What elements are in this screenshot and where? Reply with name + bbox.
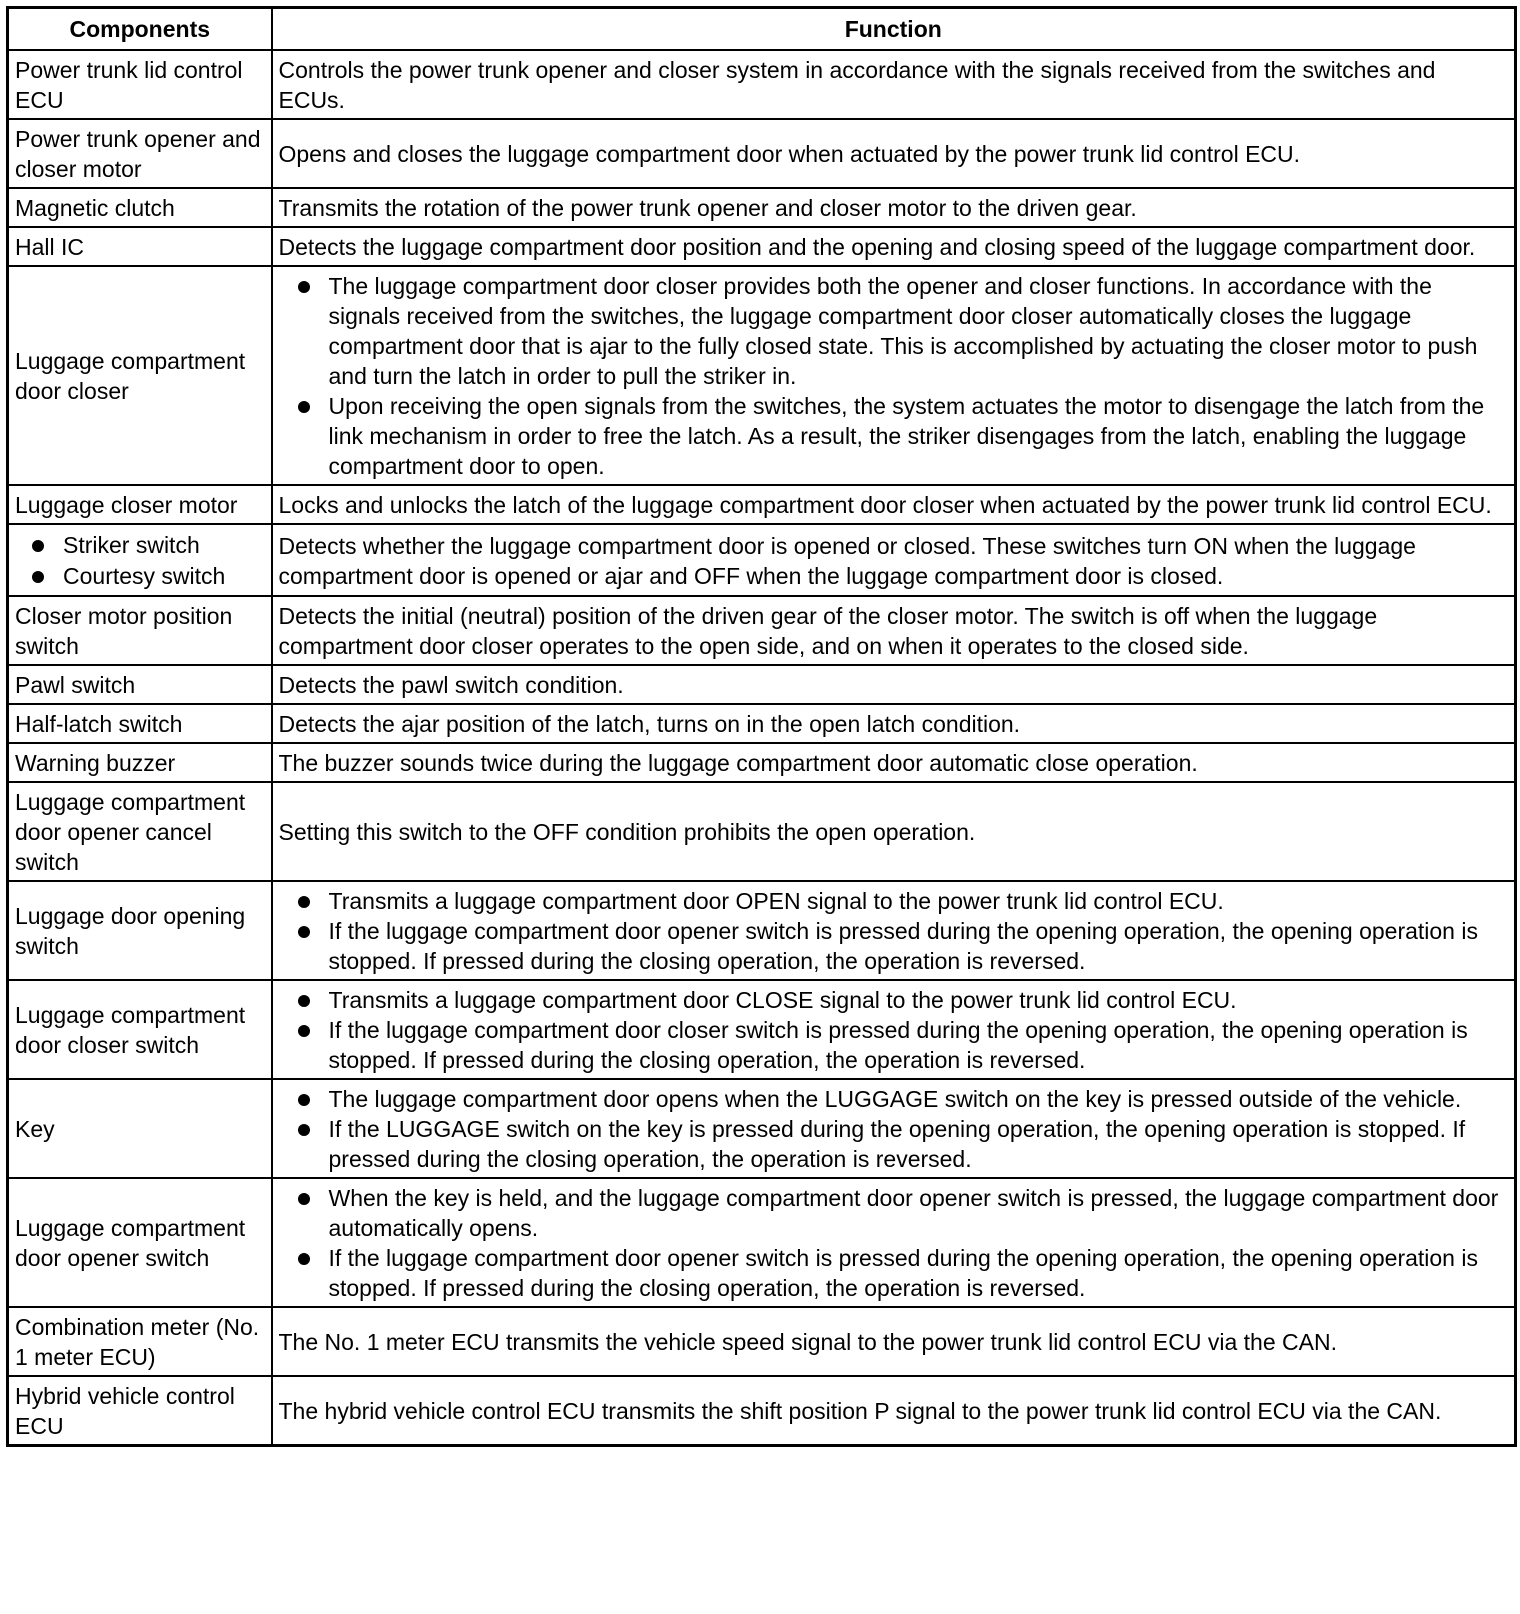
table-row [8, 743, 1516, 782]
function-header: Function [272, 8, 1516, 51]
function-bullet-list [279, 271, 1509, 481]
component-cell: Luggage compartment door opener cancel switch [8, 782, 272, 881]
table-row [8, 1079, 1516, 1178]
component-cell: Luggage compartment door opener switch [8, 1178, 272, 1307]
component-cell: Luggage closer motor [8, 485, 272, 524]
bullet-item: If the luggage compartment door opener switch is pressed during the opening operation, the opening operation is stopped. If pressed during the closing operation, the operation is reversed. [329, 1243, 1509, 1303]
component-cell: Luggage door opening switch [8, 881, 272, 980]
component-cell: Power trunk opener and closer motor [8, 119, 272, 188]
function-bullet-list [279, 985, 1509, 1075]
bullet-item: Transmits a luggage compartment door CLOSE signal to the power trunk lid control ECU. [329, 985, 1509, 1015]
table-row [8, 665, 1516, 704]
component-cell: Power trunk lid control ECU [8, 50, 272, 119]
bullet-item: If the LUGGAGE switch on the key is pressed during the opening operation, the opening operation is stopped. If pressed during the closing operation, the operation is reversed. [329, 1114, 1509, 1174]
table-row [8, 1376, 1516, 1446]
function-bullet-list [279, 1084, 1509, 1174]
component-cell: Closer motor position switch [8, 596, 272, 665]
table-row [8, 119, 1516, 188]
component-cell: Warning buzzer [8, 743, 272, 782]
bullet-item: If the luggage compartment door closer switch is pressed during the opening operation, the opening operation is stopped. If pressed during the closing operation, the operation is reversed. [329, 1015, 1509, 1075]
function-cell [272, 881, 1516, 980]
function-cell: The No. 1 meter ECU transmits the vehicle speed signal to the power trunk lid control ECU via the CAN. [272, 1307, 1516, 1376]
table-row [8, 596, 1516, 665]
function-cell [272, 266, 1516, 485]
function-cell: Controls the power trunk opener and closer system in accordance with the signals received from the switches and ECUs. [272, 50, 1516, 119]
function-bullet-list [279, 1183, 1509, 1303]
table-row [8, 227, 1516, 266]
function-cell: Opens and closes the luggage compartment door when actuated by the power trunk lid control ECU. [272, 119, 1516, 188]
table-row [8, 980, 1516, 1079]
table-row [8, 782, 1516, 881]
header-row [8, 8, 1516, 51]
component-cell: Pawl switch [8, 665, 272, 704]
table-row [8, 881, 1516, 980]
component-cell: Combination meter (No. 1 meter ECU) [8, 1307, 272, 1376]
table-row [8, 266, 1516, 485]
components-table [6, 6, 1517, 1447]
component-cell: Half-latch switch [8, 704, 272, 743]
function-cell: Detects the luggage compartment door position and the opening and closing speed of the luggage compartment door. [272, 227, 1516, 266]
bullet-item: When the key is held, and the luggage compartment door opener switch is pressed, the luggage compartment door automatically opens. [329, 1183, 1509, 1243]
function-cell [272, 1178, 1516, 1307]
component-bullet-list [15, 530, 265, 591]
function-cell: The hybrid vehicle control ECU transmits the shift position P signal to the power trunk lid control ECU via the CAN. [272, 1376, 1516, 1446]
function-cell: The buzzer sounds twice during the luggage compartment door automatic close operation. [272, 743, 1516, 782]
component-cell: Key [8, 1079, 272, 1178]
component-cell [8, 524, 272, 596]
component-cell: Luggage compartment door closer [8, 266, 272, 485]
function-cell: Transmits the rotation of the power trunk opener and closer motor to the driven gear. [272, 188, 1516, 227]
function-cell: Setting this switch to the OFF condition prohibits the open operation. [272, 782, 1516, 881]
function-bullet-list [279, 886, 1509, 976]
function-cell: Locks and unlocks the latch of the luggage compartment door closer when actuated by the power trunk lid control ECU. [272, 485, 1516, 524]
bullet-item: If the luggage compartment door opener switch is pressed during the opening operation, the opening operation is stopped. If pressed during the closing operation, the operation is reversed. [329, 916, 1509, 976]
function-cell: Detects the initial (neutral) position of the driven gear of the closer motor. The switch is off when the luggage compartment door closer operates to the open side, and on when it operates to the closed side. [272, 596, 1516, 665]
table-row [8, 524, 1516, 596]
component-cell: Hybrid vehicle control ECU [8, 1376, 272, 1446]
component-cell: Hall IC [8, 227, 272, 266]
bullet-item: Courtesy switch [63, 561, 265, 591]
function-cell: Detects the ajar position of the latch, turns on in the open latch condition. [272, 704, 1516, 743]
function-cell [272, 980, 1516, 1079]
bullet-item: The luggage compartment door closer provides both the opener and closer functions. In accordance with the signals received from the switches, the luggage compartment door closer automatically closes the luggage compartment door that is ajar to the fully closed state. This is accomplished by actuating the closer motor to push and turn the latch in order to pull the striker in. [329, 271, 1509, 391]
table-row [8, 704, 1516, 743]
table-row [8, 50, 1516, 119]
components-header: Components [8, 8, 272, 51]
component-cell: Magnetic clutch [8, 188, 272, 227]
function-cell: Detects the pawl switch condition. [272, 665, 1516, 704]
bullet-item: The luggage compartment door opens when the LUGGAGE switch on the key is pressed outside of the vehicle. [329, 1084, 1509, 1114]
bullet-item: Upon receiving the open signals from the switches, the system actuates the motor to disengage the latch from the link mechanism in order to free the latch. As a result, the striker disengages from the latch, enabling the luggage compartment door to open. [329, 391, 1509, 481]
bullet-item: Striker switch [63, 530, 265, 560]
table-row [8, 188, 1516, 227]
table-row [8, 485, 1516, 524]
component-cell: Luggage compartment door closer switch [8, 980, 272, 1079]
function-cell: Detects whether the luggage compartment door is opened or closed. These switches turn ON when the luggage compartment door is opened or ajar and OFF when the luggage compartment door is closed. [272, 524, 1516, 596]
function-cell [272, 1079, 1516, 1178]
bullet-item: Transmits a luggage compartment door OPEN signal to the power trunk lid control ECU. [329, 886, 1509, 916]
table-row [8, 1178, 1516, 1307]
table-row [8, 1307, 1516, 1376]
